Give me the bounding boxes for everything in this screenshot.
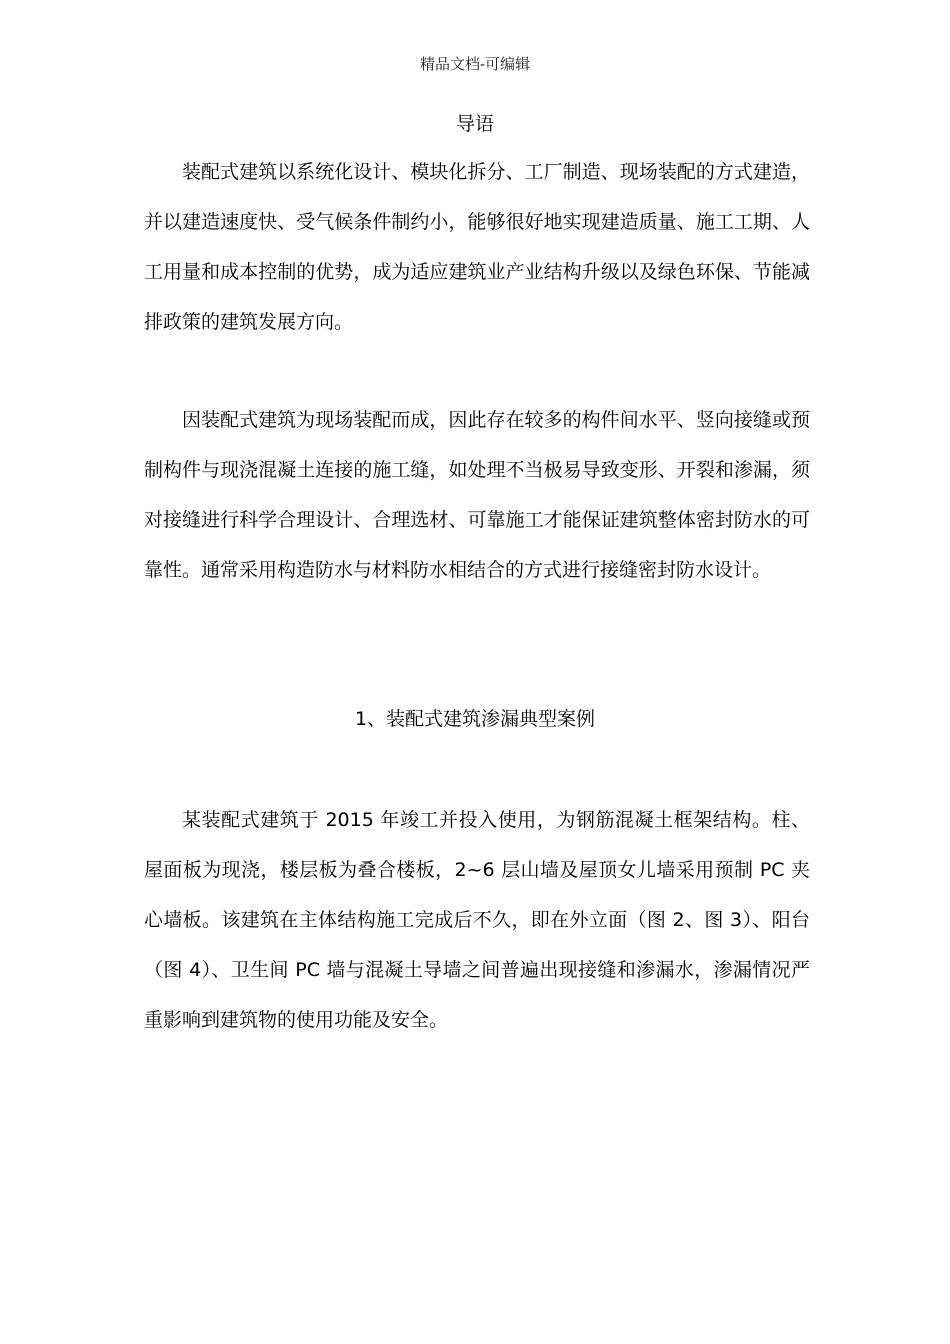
section-heading: 1、装配式建筑渗漏典型案例 — [354, 708, 596, 730]
intro-paragraph-1: 装配式建筑以系统化设计、模块化拆分、工厂制造、现场装配的方式建造，并以建造速度快、受气候条件制约小，能够很好地实现建造质量、施工工期、人工用量和成本控制的优势，成为适应建筑业产业结构升级以及绿色环保、节能减排政策的建筑发展方向。 — [144, 161, 810, 333]
section-paragraph: 某装配式建筑于 2015 年竣工并投入使用，为钢筋混凝土框架结构。柱、屋面板为现浇，楼层板为叠合楼板，2~6 层山墙及屋顶女儿墙采用预制 PC 夹心墙板。该建筑在主体结构施工完成后不久，即在外立面（图 2、图 3）、阳台（图 4）、卫生间 PC 墙与混凝土导墙之间普遍出现接缝和渗漏水，渗漏情况严重影响到建筑物的使用功能及安全。 — [144, 809, 810, 1031]
page-header: 精品文档-可编辑 — [419, 55, 531, 73]
intro-paragraph-2: 因装配式建筑为现场装配而成，因此存在较多的构件间水平、竖向接缝或预制构件与现浇混凝土连接的施工缝，如处理不当极易导致变形、开裂和渗漏，须对接缝进行科学合理设计、合理选材、可靠施工才能保证建筑整体密封防水的可靠性。通常采用构造防水与材料防水相结合的方式进行接缝密封防水设计。 — [144, 409, 810, 581]
document-title: 导语 — [455, 113, 494, 135]
